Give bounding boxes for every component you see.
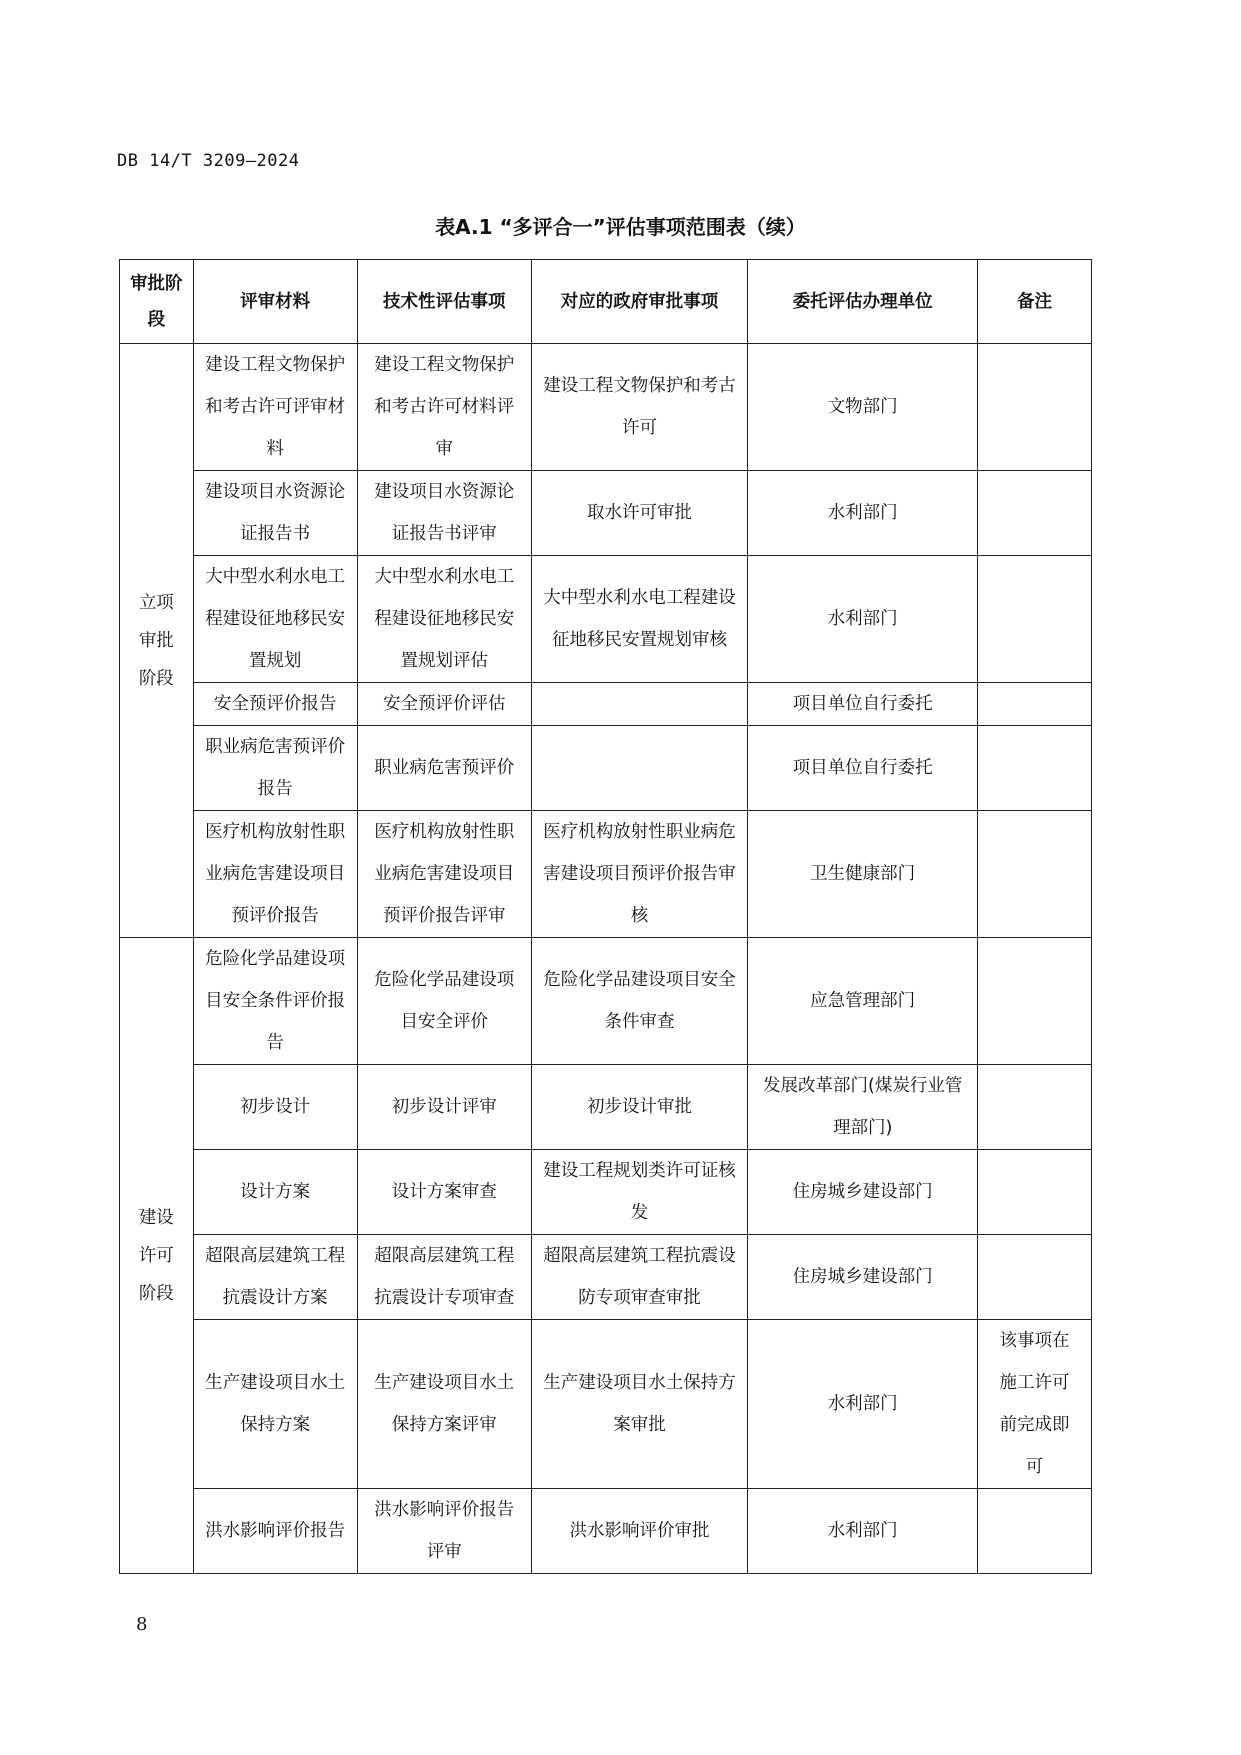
technical-evaluation-cell: 超限高层建筑工程抗震设计专项审查 bbox=[357, 1235, 531, 1320]
entrusted-unit-cell: 水利部门 bbox=[748, 1489, 978, 1574]
entrusted-unit-cell: 住房城乡建设部门 bbox=[748, 1235, 978, 1320]
review-material-cell: 职业病危害预评价报告 bbox=[193, 726, 357, 811]
review-material-cell: 危险化学品建设项目安全条件评价报告 bbox=[193, 938, 357, 1065]
remarks-cell bbox=[978, 1065, 1092, 1150]
government-approval-cell: 初步设计审批 bbox=[531, 1065, 747, 1150]
technical-evaluation-cell: 医疗机构放射性职业病危害建设项目预评价报告评审 bbox=[357, 811, 531, 938]
review-material-cell: 大中型水利水电工程建设征地移民安置规划 bbox=[193, 556, 357, 683]
header-technical-evaluation: 技术性评估事项 bbox=[357, 260, 531, 344]
remarks-cell bbox=[978, 811, 1092, 938]
table-row bbox=[120, 556, 1092, 683]
technical-evaluation-cell: 危险化学品建设项目安全评价 bbox=[357, 938, 531, 1065]
government-approval-cell: 洪水影响评价审批 bbox=[531, 1489, 747, 1574]
remarks-cell bbox=[978, 726, 1092, 811]
evaluation-scope-table bbox=[119, 259, 1092, 1574]
technical-evaluation-cell: 职业病危害预评价 bbox=[357, 726, 531, 811]
government-approval-cell: 大中型水利水电工程建设征地移民安置规划审核 bbox=[531, 556, 747, 683]
review-material-cell: 生产建设项目水土保持方案 bbox=[193, 1320, 357, 1489]
review-material-cell: 超限高层建筑工程抗震设计方案 bbox=[193, 1235, 357, 1320]
standard-code: DB 14/T 3209—2024 bbox=[117, 151, 300, 171]
stage-cell: 立项审批阶段 bbox=[120, 344, 194, 938]
table-row bbox=[120, 683, 1092, 726]
technical-evaluation-cell: 建设工程文物保护和考古许可材料评审 bbox=[357, 344, 531, 471]
review-material-cell: 建设项目水资源论证报告书 bbox=[193, 471, 357, 556]
entrusted-unit-cell: 文物部门 bbox=[748, 344, 978, 471]
header-review-material: 评审材料 bbox=[193, 260, 357, 344]
entrusted-unit-cell: 项目单位自行委托 bbox=[748, 683, 978, 726]
entrusted-unit-cell: 应急管理部门 bbox=[748, 938, 978, 1065]
review-material-cell: 建设工程文物保护和考古许可评审材料 bbox=[193, 344, 357, 471]
government-approval-cell bbox=[531, 726, 747, 811]
technical-evaluation-cell: 初步设计评审 bbox=[357, 1065, 531, 1150]
remarks-cell bbox=[978, 683, 1092, 726]
review-material-cell: 设计方案 bbox=[193, 1150, 357, 1235]
review-material-cell: 初步设计 bbox=[193, 1065, 357, 1150]
remarks-cell bbox=[978, 1150, 1092, 1235]
review-material-cell: 医疗机构放射性职业病危害建设项目预评价报告 bbox=[193, 811, 357, 938]
technical-evaluation-cell: 建设项目水资源论证报告书评审 bbox=[357, 471, 531, 556]
technical-evaluation-cell: 生产建设项目水土保持方案评审 bbox=[357, 1320, 531, 1489]
government-approval-cell: 建设工程规划类许可证核发 bbox=[531, 1150, 747, 1235]
entrusted-unit-cell: 住房城乡建设部门 bbox=[748, 1150, 978, 1235]
header-remarks: 备注 bbox=[978, 260, 1092, 344]
table-row bbox=[120, 344, 1092, 471]
government-approval-cell: 建设工程文物保护和考古许可 bbox=[531, 344, 747, 471]
government-approval-cell: 生产建设项目水土保持方案审批 bbox=[531, 1320, 747, 1489]
technical-evaluation-cell: 设计方案审查 bbox=[357, 1150, 531, 1235]
page-number: 8 bbox=[136, 1614, 148, 1635]
technical-evaluation-cell: 大中型水利水电工程建设征地移民安置规划评估 bbox=[357, 556, 531, 683]
government-approval-cell bbox=[531, 683, 747, 726]
government-approval-cell: 取水许可审批 bbox=[531, 471, 747, 556]
header-entrusted-unit: 委托评估办理单位 bbox=[748, 260, 978, 344]
table-row bbox=[120, 811, 1092, 938]
remarks-cell bbox=[978, 556, 1092, 683]
table-title: 表A.1 “多评合一”评估事项范围表（续） bbox=[435, 215, 806, 239]
table-row bbox=[120, 1235, 1092, 1320]
table-header-row bbox=[120, 260, 1092, 344]
entrusted-unit-cell: 发展改革部门(煤炭行业管理部门) bbox=[748, 1065, 978, 1150]
remarks-cell: 该事项在施工许可前完成即可 bbox=[978, 1320, 1092, 1489]
remarks-cell bbox=[978, 1235, 1092, 1320]
entrusted-unit-cell: 水利部门 bbox=[748, 471, 978, 556]
government-approval-cell: 危险化学品建设项目安全条件审查 bbox=[531, 938, 747, 1065]
table-row bbox=[120, 726, 1092, 811]
table-row bbox=[120, 938, 1092, 1065]
remarks-cell bbox=[978, 344, 1092, 471]
remarks-cell bbox=[978, 471, 1092, 556]
technical-evaluation-cell: 安全预评价评估 bbox=[357, 683, 531, 726]
stage-cell: 建设许可阶段 bbox=[120, 938, 194, 1574]
government-approval-cell: 医疗机构放射性职业病危害建设项目预评价报告审核 bbox=[531, 811, 747, 938]
table-row bbox=[120, 1320, 1092, 1489]
table-row bbox=[120, 1150, 1092, 1235]
review-material-cell: 洪水影响评价报告 bbox=[193, 1489, 357, 1574]
review-material-cell: 安全预评价报告 bbox=[193, 683, 357, 726]
table-row bbox=[120, 471, 1092, 556]
entrusted-unit-cell: 水利部门 bbox=[748, 1320, 978, 1489]
entrusted-unit-cell: 卫生健康部门 bbox=[748, 811, 978, 938]
header-stage: 审批阶段 bbox=[120, 260, 194, 344]
entrusted-unit-cell: 水利部门 bbox=[748, 556, 978, 683]
remarks-cell bbox=[978, 1489, 1092, 1574]
header-government-approval: 对应的政府审批事项 bbox=[531, 260, 747, 344]
table-row bbox=[120, 1065, 1092, 1150]
technical-evaluation-cell: 洪水影响评价报告评审 bbox=[357, 1489, 531, 1574]
entrusted-unit-cell: 项目单位自行委托 bbox=[748, 726, 978, 811]
table-row bbox=[120, 1489, 1092, 1574]
government-approval-cell: 超限高层建筑工程抗震设防专项审查审批 bbox=[531, 1235, 747, 1320]
remarks-cell bbox=[978, 938, 1092, 1065]
